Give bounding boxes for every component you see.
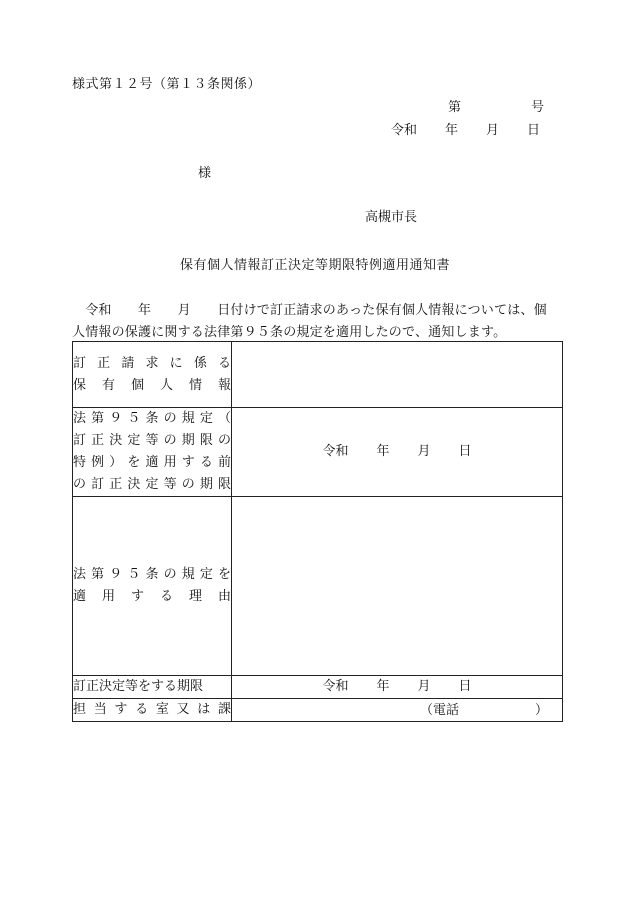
date-month-unit: 月 — [417, 444, 431, 459]
notice-table — [72, 341, 563, 722]
label-line: 訂正決定等の期限の — [73, 433, 231, 448]
date-year-unit: 年 — [376, 444, 390, 459]
date-month-unit: 月 — [417, 679, 431, 694]
label-line: 適用する理由 — [73, 589, 231, 604]
notice-body-line-2: 人情報の保護に関する法律第９５条の規定を適用したので、通知します。 — [72, 325, 507, 340]
row-original-deadline — [73, 408, 563, 497]
date-day-unit: 日 — [458, 444, 472, 459]
label-reason — [73, 497, 232, 676]
label-line: 法第９５条の規定を — [73, 567, 231, 582]
label-department — [73, 699, 232, 722]
form-number: 様式第１２号（第１３条関係） — [72, 77, 262, 92]
issue-date-month-unit: 月 — [486, 123, 500, 138]
label-new-deadline — [73, 676, 232, 699]
label-line: 訂正決定等をする期限 — [73, 679, 204, 694]
value-original-deadline[interactable] — [232, 408, 563, 497]
document-title: 保有個人情報訂正決定等期限特例適用通知書 — [179, 258, 450, 273]
value-personal-info[interactable] — [232, 342, 563, 408]
date-era: 令和 — [322, 444, 349, 459]
date-day-unit: 日 — [458, 679, 472, 694]
value-new-deadline[interactable] — [232, 676, 563, 699]
date-year-unit: 年 — [376, 679, 390, 694]
document-number-prefix: 第 — [448, 100, 462, 115]
notice-body-line-1: 令和 年 月 日付けで訂正請求のあった保有個人情報については、個 — [72, 303, 547, 318]
phone-close: ） — [534, 703, 548, 718]
issue-date-year-unit: 年 — [445, 123, 459, 138]
value-reason[interactable] — [232, 497, 563, 676]
notice-body — [72, 300, 567, 344]
label-line: の訂正決定等の期限 — [73, 477, 231, 492]
label-line: 法第９５条の規定（ — [73, 411, 231, 426]
issue-date-era: 令和 — [391, 123, 418, 138]
phone-open: （電話 — [420, 703, 460, 718]
row-personal-info — [73, 342, 563, 408]
issue-date-day-unit: 日 — [527, 123, 541, 138]
addressee-honorific: 様 — [198, 166, 212, 181]
date-era: 令和 — [322, 679, 349, 694]
row-new-deadline — [73, 676, 563, 699]
document-number-suffix: 号 — [531, 100, 545, 115]
label-line: 特例）を適用する前 — [73, 455, 231, 470]
issue-date — [391, 123, 540, 139]
label-original-deadline — [73, 408, 232, 497]
sender-name: 高槻市長 — [365, 210, 418, 225]
label-line: 保有個人情報 — [73, 377, 231, 393]
row-department — [73, 699, 563, 722]
label-line: 担当する室又は課 — [73, 702, 231, 717]
value-department[interactable] — [232, 699, 563, 722]
row-reason — [73, 497, 563, 676]
label-line: 訂正請求に係る — [73, 355, 231, 371]
label-personal-info — [73, 342, 232, 408]
